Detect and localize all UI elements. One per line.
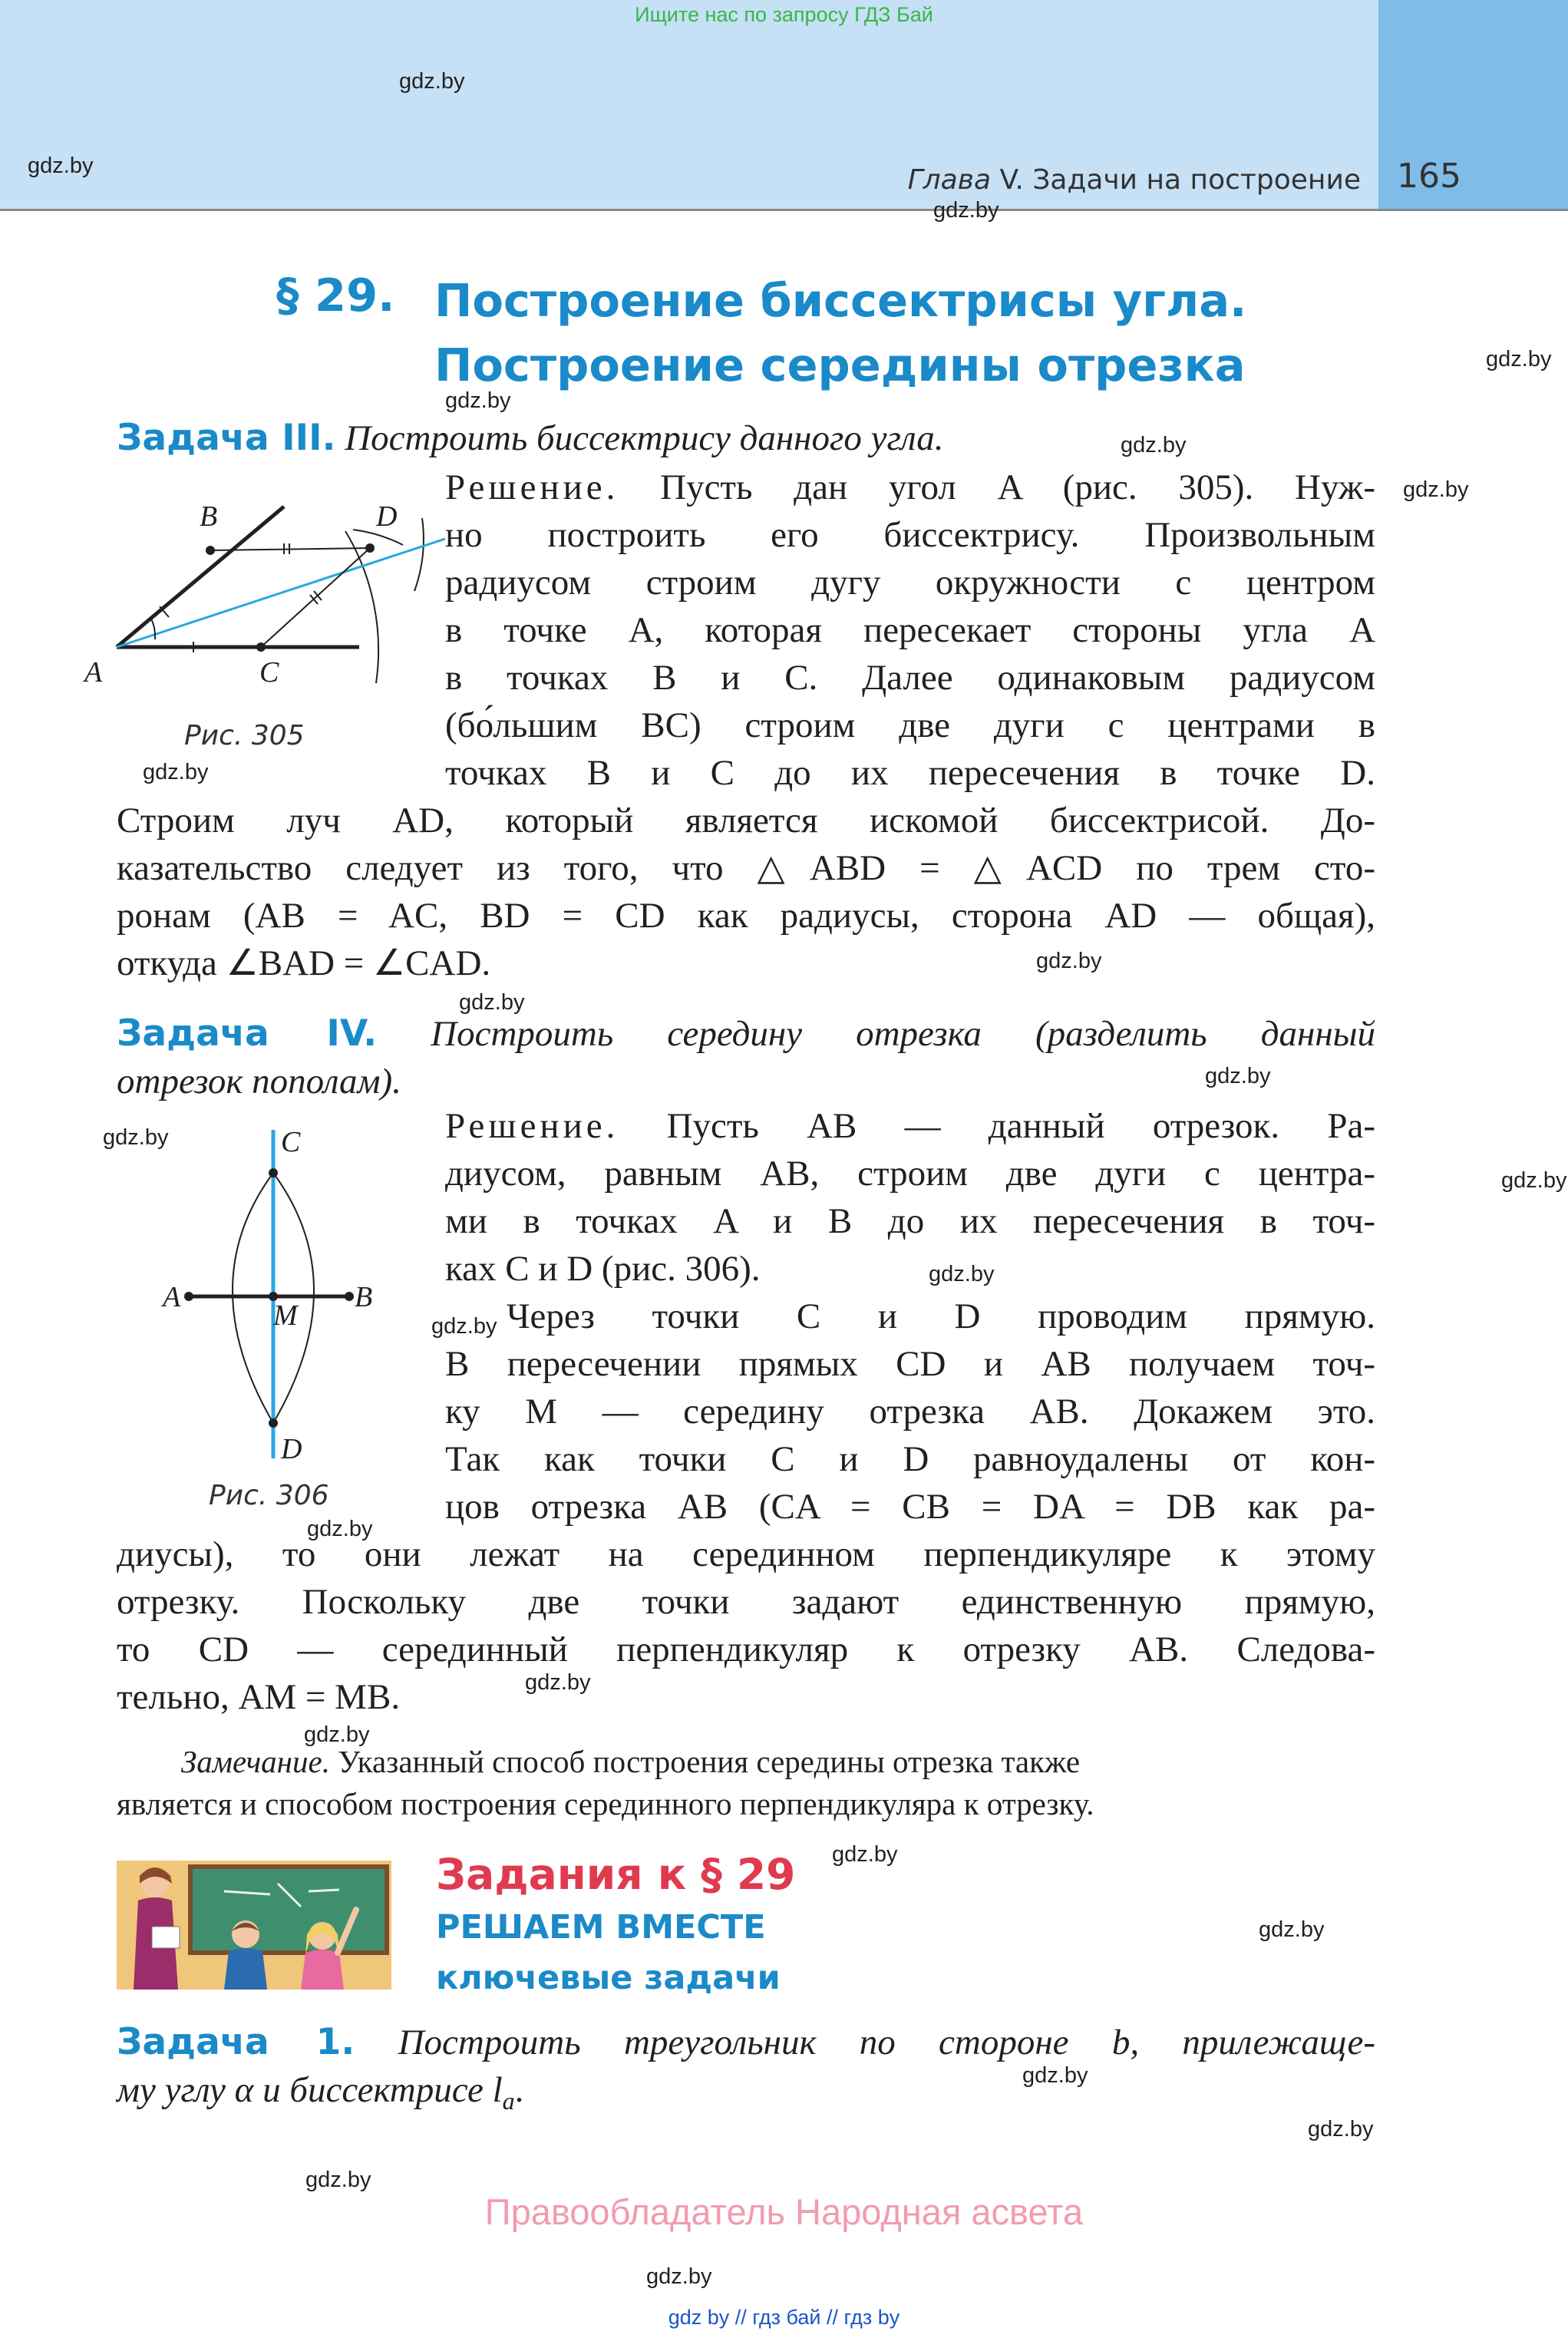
task1-line: Задача 1. Построить треугольник по стороне b, прилежаще- — [117, 2021, 1376, 2063]
task3-line: в точке A, которая пересекает стороны угла A — [445, 610, 1375, 650]
task3-line: откуда ∠BAD = ∠CAD. — [117, 943, 491, 983]
watermark: gdz.by — [832, 1842, 898, 1867]
page-number: 165 — [1397, 157, 1461, 196]
task3-line: Решение. Пусть дан угол A (рис. 305). Нуж- — [445, 467, 1375, 507]
watermark: gdz.by — [1259, 1917, 1325, 1942]
label-c: C — [259, 656, 279, 689]
figure-305-caption: Рис. 305 — [184, 720, 305, 751]
header-rule — [0, 209, 1568, 211]
task4-line: Решение. Пусть AB — данный отрезок. Ра- — [445, 1106, 1375, 1146]
point-d — [365, 543, 375, 553]
task4-line: В пересечении прямых CD и AB получаем точ- — [445, 1344, 1375, 1384]
task4-line: отрезку. Поскольку две точки задают единственную прямую, — [117, 1582, 1375, 1622]
task4-line: цов отрезка AB (CA = CB = DA = DB как ра- — [445, 1487, 1375, 1527]
watermark: gdz.by — [646, 2264, 712, 2289]
teacher-book — [152, 1927, 180, 1948]
point-c — [256, 642, 266, 652]
task4-line: тельно, AM = MB. — [117, 1677, 401, 1717]
copyright-notice: Правообладатель Народная асвета — [484, 2191, 1084, 2232]
segment-cd — [261, 548, 370, 647]
label-b: B — [355, 1281, 373, 1313]
assignments-subtitle: РЕШАЕМ ВМЕСТЕ — [436, 1908, 766, 1947]
task3-line: ронам (AB = AC, BD = CD как радиусы, сторона AD — общая), — [117, 896, 1375, 936]
task4-statement-line: Задача IV. Построить середину отрезка (разделить данный — [117, 1012, 1375, 1055]
task4-line: то CD — серединный перпендикуляр к отрезку AB. Следова- — [117, 1630, 1375, 1669]
label-a: A — [84, 656, 103, 689]
task4-label: Задача IV. — [117, 1012, 378, 1055]
task4-solution-wrap — [445, 1102, 1375, 1531]
watermark: gdz.by — [307, 1517, 373, 1541]
chapter-title: V. Задачи на построение — [991, 164, 1361, 196]
boy-body — [224, 1948, 267, 1990]
task4-line: диусы), то они лежат на серединном перпендикуляре к этому — [117, 1534, 1375, 1574]
task3-statement: Построить биссектрису данного угла. — [345, 418, 944, 458]
section-title-line1: Построение биссектрисы угла. — [434, 274, 1247, 327]
assignments-title: Задания к § 29 — [436, 1850, 796, 1899]
watermark: gdz.by — [28, 154, 94, 178]
top-banner[interactable]: Ищите нас по запросу ГДЗ Бай — [635, 3, 933, 26]
watermark: gdz.by — [304, 1722, 370, 1747]
watermark: gdz.by — [1486, 347, 1552, 372]
task3-line: казательство следует из того, что △ABD = △ACD по трем сто- — [117, 848, 1375, 888]
point-b — [345, 1292, 354, 1301]
watermark: gdz.by — [445, 388, 511, 413]
task3-line: точках B и C до их пересечения в точке D. — [445, 753, 1375, 793]
watermark: gdz.by — [459, 990, 525, 1015]
task3-line: Строим луч AD, который является искомой биссектрисой. До- — [117, 801, 1375, 840]
arc-from-c — [414, 518, 424, 591]
watermark: gdz.by — [143, 760, 209, 784]
watermark: gdz.by — [1036, 949, 1102, 973]
watermark: gdz.by — [305, 2168, 371, 2192]
note-line: является и способом построения серединного перпендикуляра к отрезку. — [117, 1786, 1094, 1821]
task1-label: Задача 1. — [117, 2021, 355, 2063]
task3-line: радиусом строим дугу окружности с центром — [445, 563, 1375, 603]
note-label: Замечание. — [181, 1744, 330, 1779]
bisector-ad — [117, 539, 445, 647]
label-a: A — [163, 1281, 181, 1313]
assignments-key-tasks: ключевые задачи — [436, 1959, 781, 1997]
task3-proof-wrap — [117, 797, 1375, 987]
task4-line: Так как точки C и D равноудалены от кон- — [445, 1439, 1375, 1479]
section-title — [434, 269, 1246, 398]
point-b — [206, 546, 215, 555]
task4-proof-wrap — [117, 1531, 1375, 1721]
teacher-students-illustration — [117, 1861, 391, 1990]
watermark: gdz.by — [103, 1125, 169, 1150]
note — [117, 1741, 1375, 1825]
task4-heading — [117, 1010, 1375, 1105]
task4-line: ках C и D (рис. 306). — [445, 1249, 761, 1289]
task1-line: му углу α и биссектрисе $l_a$. — [117, 2070, 524, 2115]
footer-links[interactable]: gdz by // гдз бай // гдз by — [668, 2306, 900, 2329]
watermark: gdz.by — [929, 1262, 995, 1286]
task3-heading — [117, 414, 1375, 462]
note-line: Замечание. Указанный способ построения середины отрезка также — [181, 1744, 1081, 1779]
label-d: D — [281, 1433, 302, 1465]
section-title-line2: Построение середины отрезка — [434, 338, 1246, 391]
watermark: gdz.by — [431, 1314, 497, 1339]
figure-306-caption: Рис. 306 — [209, 1480, 329, 1511]
point-a — [184, 1292, 193, 1301]
task4-line: ку M — середину отрезка AB. Докажем это. — [445, 1392, 1375, 1432]
watermark: gdz.by — [1501, 1168, 1567, 1193]
task1-subscript: a — [502, 2087, 515, 2115]
label-d: D — [376, 500, 398, 533]
task4-line: диусом, равным AB, строим две дуги с центра- — [445, 1154, 1375, 1194]
watermark: gdz.by — [399, 69, 465, 94]
task3-label: Задача III. — [117, 417, 336, 459]
task4-line: ми в точках A и B до их пересечения в точ- — [445, 1201, 1375, 1241]
task4-line: Через точки C и D проводим прямую. — [507, 1296, 1375, 1336]
watermark: gdz.by — [525, 1670, 591, 1695]
section-number: § 29. — [276, 269, 395, 322]
figure-306 — [153, 1121, 391, 1474]
solution-word: Решение. — [445, 467, 619, 507]
watermark: gdz.by — [933, 198, 999, 223]
watermark: gdz.by — [1022, 2063, 1088, 2088]
task3-line: (бо́льшим BC) строим две дуги с центрами в — [445, 705, 1375, 745]
watermark: gdz.by — [1121, 433, 1187, 457]
figure-305 — [77, 491, 445, 722]
task4-statement-line: отрезок пополам). — [117, 1062, 401, 1101]
task3-line: в точках B и C. Далее одинаковым радиусом — [445, 658, 1375, 698]
solution-word: Решение. — [445, 1106, 619, 1146]
task3-solution-wrap — [445, 464, 1375, 797]
chapter-word: Глава — [907, 164, 991, 196]
arc-center-a — [345, 531, 378, 683]
point-d — [269, 1418, 278, 1428]
task1 — [117, 2019, 1375, 2125]
task3-line: но построить его биссектрису. Произвольным — [445, 515, 1375, 555]
chapter-heading — [908, 164, 1361, 196]
watermark: gdz.by — [1403, 477, 1469, 502]
watermark: gdz.by — [1308, 2117, 1374, 2142]
label-m: M — [273, 1299, 298, 1332]
watermark: gdz.by — [1205, 1064, 1271, 1088]
point-c — [269, 1168, 278, 1177]
label-c: C — [281, 1126, 301, 1158]
label-b: B — [200, 500, 218, 533]
